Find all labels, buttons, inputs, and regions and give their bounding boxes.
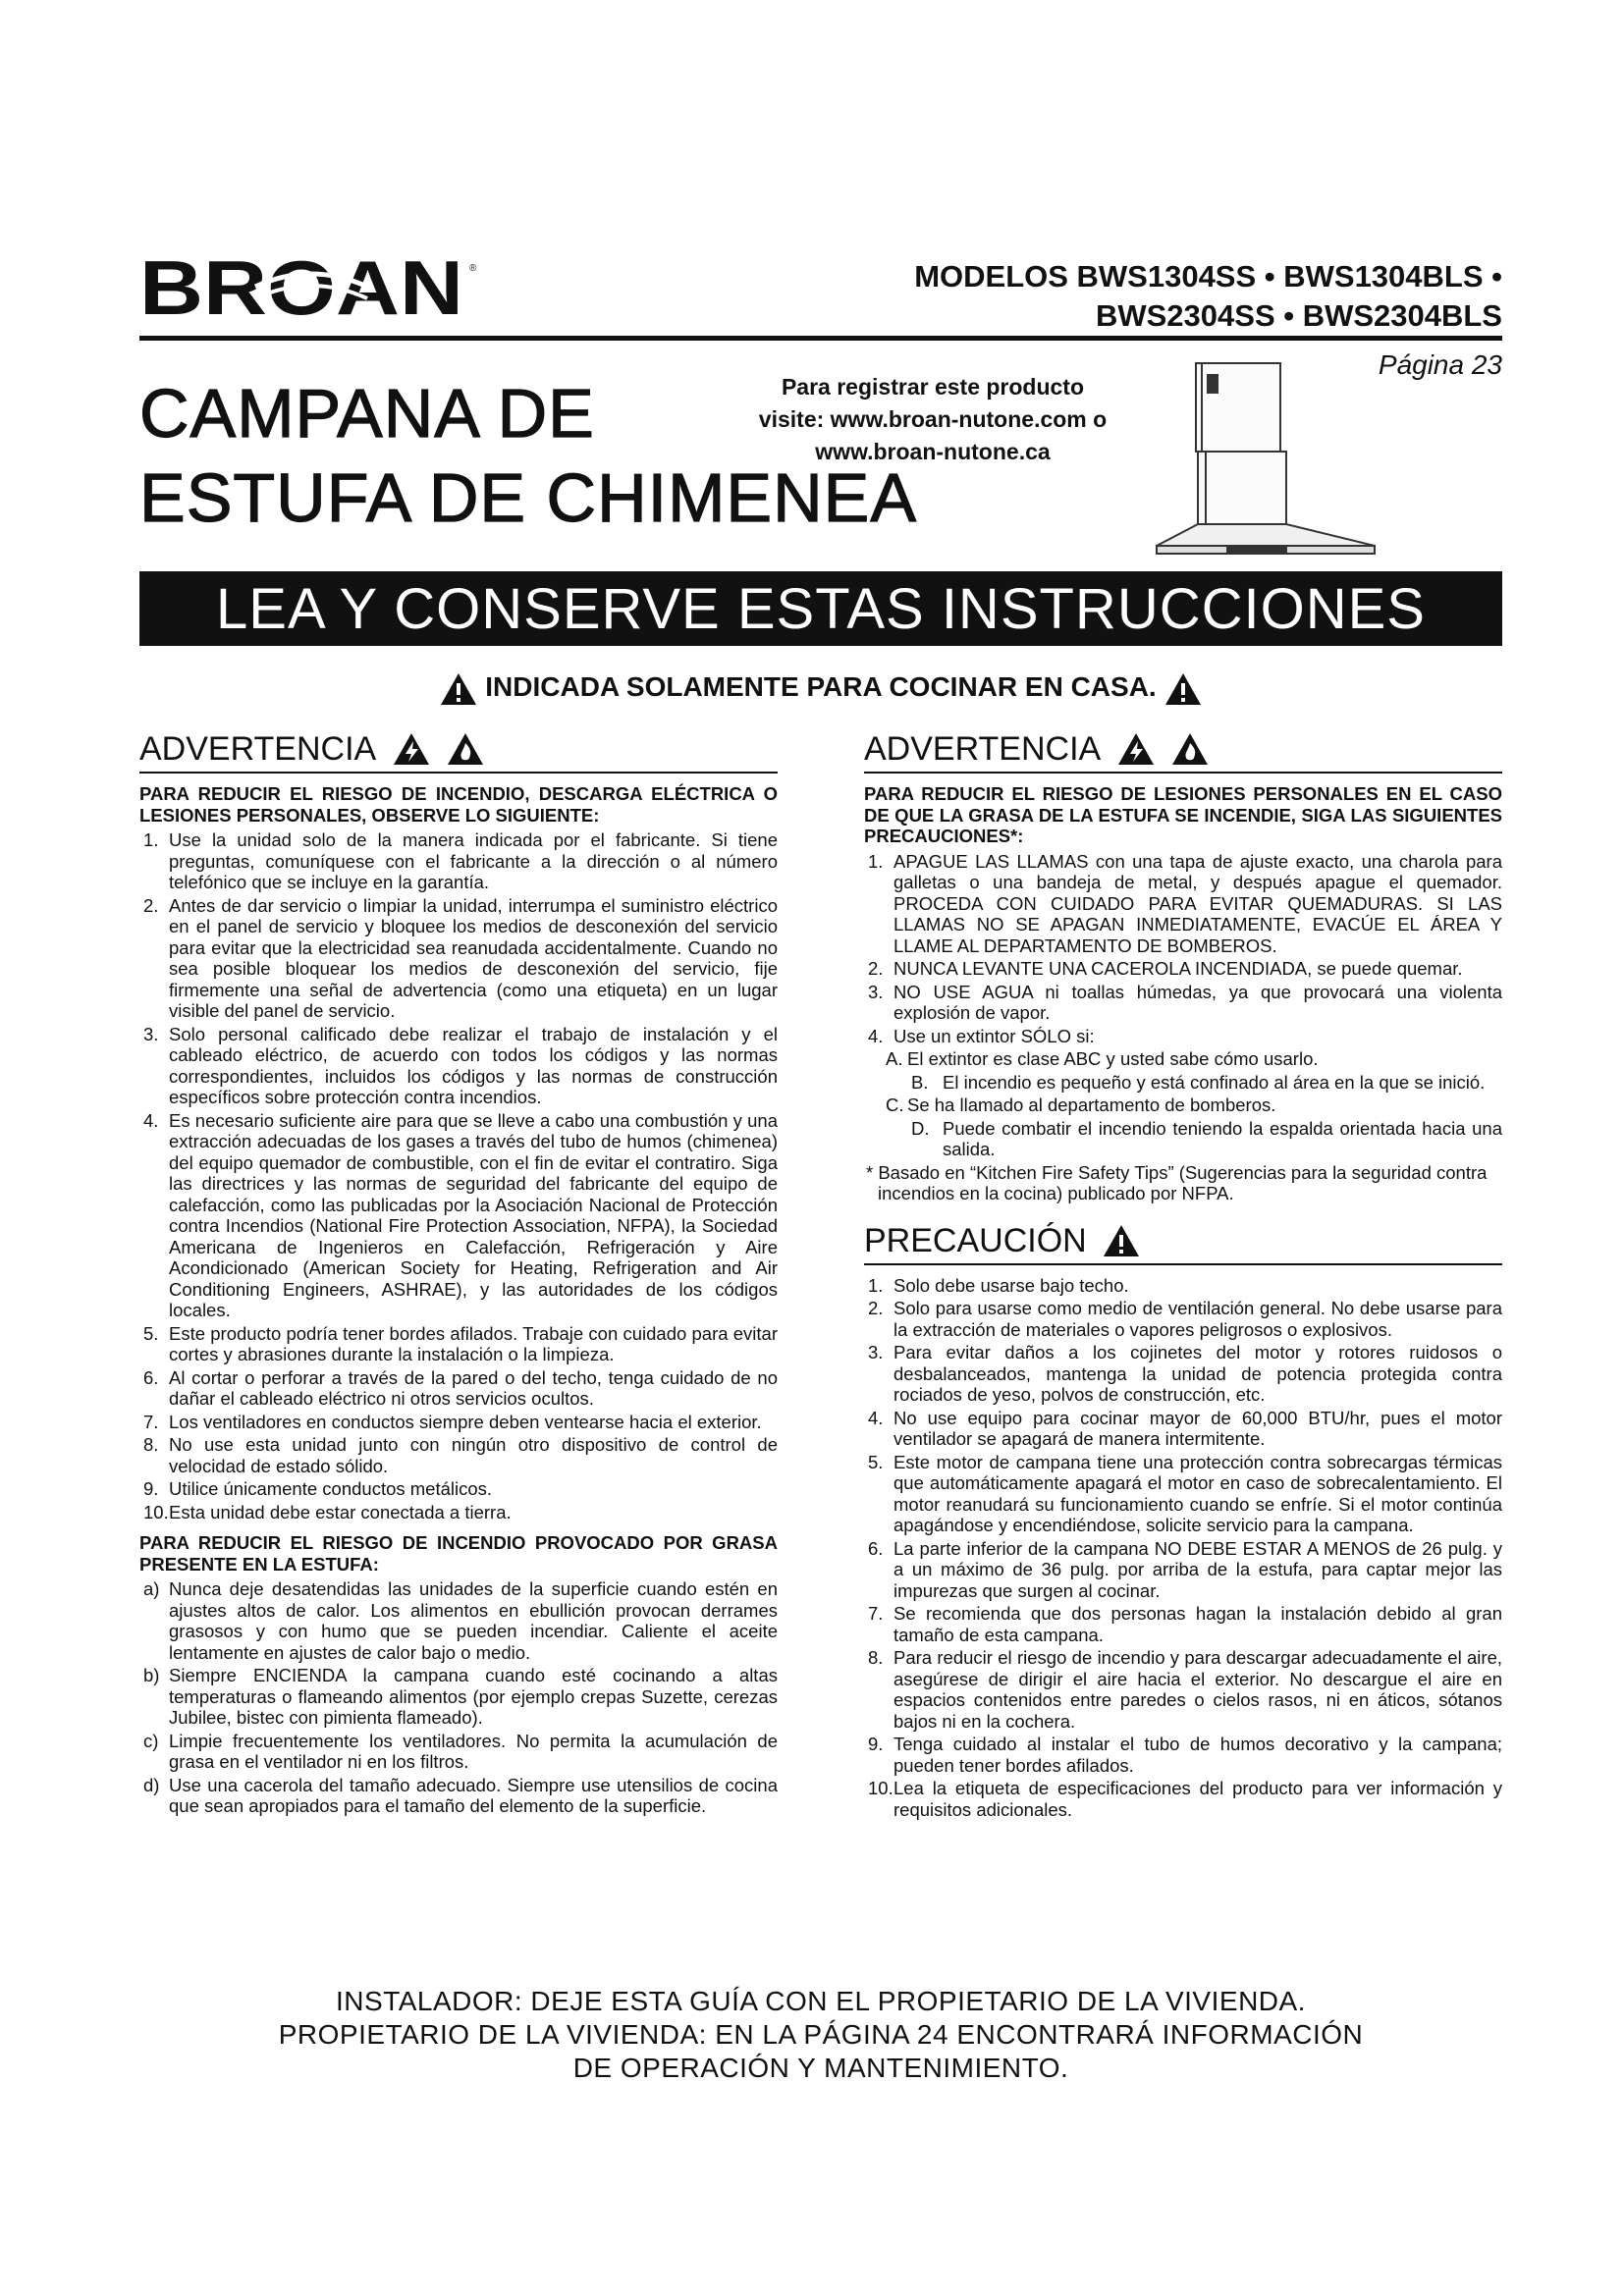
caution-item-7 — [864, 1603, 1502, 1645]
warning-lead-2: PARA REDUCIR EL RIESGO DE INCENDIO PROVOCADO POR GRASA PRESENTE EN LA ESTUFA: — [139, 1532, 778, 1575]
item-number: 7. — [868, 1603, 884, 1625]
caution-item-1 — [864, 1275, 1502, 1297]
item-text: Esta unidad debe estar conectada a tierra. — [169, 1501, 512, 1522]
item-text: Use la unidad solo de la manera indicada por el fabricante. Si tiene preguntas, comuníquese con el fabricante a la dirección o al número telefónico que se incluye en la garantía. — [169, 829, 778, 893]
item-text: El extintor es clase ABC y usted sabe cómo usarlo. — [907, 1048, 1319, 1070]
item-number: 10. — [143, 1501, 169, 1522]
item-text: APAGUE LAS LLAMAS con una tapa de ajuste exacto, una charola para galletas o una bandeja de metal, y después apague el quemador. PROCEDA CON CUIDADO PARA EVITAR QUEMADURAS. SI LAS LLAMAS NO SE APAGAN INMEDIATAMENTE, EVACÚE EL ÁREA Y LLAME AL DEPARTAMENTO DE BOMBEROS. — [893, 850, 1502, 956]
item-number: 4. — [868, 1025, 884, 1046]
grease-item-1 — [139, 1578, 778, 1663]
item-number: 7. — [143, 1411, 159, 1432]
installer-line-1: INSTALADOR: DEJE ESTA GUÍA CON EL PROPIETARIO DE LA VIVIENDA. — [336, 1986, 1306, 2016]
item-number: 1. — [868, 1274, 884, 1296]
item-text: Nunca deje desatendidas las unidades de la superficie cuando estén en ajustes altos de calor. Los alimentos en ebullición provocan derrames grasosos y con humo que se pueden incendiar. Caliente el aceite lentamente en ajustes de calor bajo o medio. — [169, 1578, 778, 1663]
item-text: NUNCA LEVANTE UNA CACEROLA INCENDIADA, se puede quemar. — [893, 958, 1463, 980]
electric-hazard-icon — [1116, 731, 1156, 767]
warning-heading-right — [864, 726, 1502, 774]
item-text: Este motor de campana tiene una protección contra sobrecargas térmicas que automáticamente apagará el motor en caso de sobrecalentamiento. El motor reanudará su funcionamiento cuando se enfríe. Si el motor continúa apagándose y encendiéndose, solicite servicio para la campana. — [893, 1451, 1502, 1536]
item-number: a) — [143, 1578, 160, 1600]
broan-logo — [139, 253, 483, 322]
caution-item-3 — [864, 1342, 1502, 1406]
item-text: Es necesario suficiente aire para que se lleve a cabo una combustión y una extracción adecuadas de los gases a través del tubo de humos (chimenea) del equipo quemador de combustible, con el fin de evitar el contratiro. Siga las directrices y las normas de seguridad del fabricante del equipo de calefacción, como las publicadas por la Asociación Nacional de Protección contra Incendios (National Fire Protection Association, NFPA), la Sociedad Americana de Ingenieros en Calefacción, Refrigeración y Aire Acondicionado (American Society for Heating, Refrigeration and Air Conditioning Engineers, ASHRAE), y las autoridades de los códigos locales. — [169, 1109, 778, 1321]
item-number: 5. — [143, 1322, 159, 1344]
item-text: Tenga cuidado al instalar el tubo de humos decorativo y la campana; pueden tener bordes afilados. — [893, 1734, 1502, 1776]
warning-heading-text: ADVERTENCIA — [864, 730, 1102, 769]
item-text: Para reducir el riesgo de incendio y para descargar adecuadamente el aire, asegúrese de dirigir el aire hacia el exterior. No descargue el aire en espacios contenidos entre paredes o cielos rasos, ni en áticos, sótanos bajos ni en la cochera. — [893, 1647, 1502, 1732]
read-and-save-banner: LEA Y CONSERVE ESTAS INSTRUCCIONES — [139, 571, 1502, 646]
brand-text: BROAN — [139, 253, 463, 322]
extinguisher-condition-1 — [864, 1048, 1502, 1070]
svg-text:®: ® — [469, 263, 477, 274]
warning-item-2 — [139, 895, 778, 1022]
caution-list — [864, 1275, 1502, 1821]
caution-item-8 — [864, 1647, 1502, 1732]
item-number: 9. — [868, 1734, 884, 1755]
item-text: Antes de dar servicio o limpiar la unidad, interrumpa el suministro eléctrico en el panel de servicio y bloquee los medios de desconexión del servicio para evitar que la electricidad sea reanudada accidentalmente. Cuando no sea posible bloquear los medios de desconexión del servicio, fije firmemente una señal de advertencia (como una etiqueta) en un lugar visible del panel de servicio. — [169, 894, 778, 1022]
extinguisher-condition-4 — [864, 1118, 1502, 1160]
item-number: 8. — [868, 1647, 884, 1669]
item-number: 3. — [868, 1342, 884, 1363]
nfpa-footnote: * Basado en “Kitchen Fire Safety Tips” (Sugerencias para la seguridad contra incendios en la cocina) publicado por NFPA. — [866, 1161, 1488, 1204]
installer-line-3: DE OPERACIÓN Y MANTENIMIENTO. — [572, 2053, 1069, 2083]
item-text: Al cortar o perforar a través de la pared o del techo, tenga cuidado de no dañar el cableado eléctrico ni otros servicios ocultos. — [169, 1366, 778, 1410]
warning-list-1 — [139, 829, 778, 1522]
item-text: El incendio es pequeño y está confinado al área en la que se inició. — [943, 1071, 1486, 1093]
item-number: d) — [143, 1774, 160, 1795]
warning-item-1 — [139, 829, 778, 893]
item-text: La parte inferior de la campana NO DEBE ESTAR A MENOS de 26 pulg. y a un máximo de 36 pulg. por arriba de la estufa, para captar mejor las impurezas que surgen al cocinar. — [893, 1537, 1502, 1601]
warning-item-6 — [139, 1367, 778, 1410]
installer-line-2: PROPIETARIO DE LA VIVIENDA: EN LA PÁGINA 24 ENCONTRARÁ INFORMACIÓN — [278, 2019, 1364, 2050]
extinguisher-condition-2 — [864, 1072, 1502, 1094]
caution-item-10 — [864, 1778, 1502, 1820]
warning-lead-1: PARA REDUCIR EL RIESGO DE INCENDIO, DESCARGA ELÉCTRICA O LESIONES PERSONALES, OBSERVE LO SIGUIENTE: — [139, 783, 778, 826]
grease-item-3 — [139, 1731, 778, 1773]
item-text: Solo personal calificado debe realizar el trabajo de instalación y el cableado eléctrico, de acuerdo con todos los códigos y las normas correspondientes, incluidos los códigos y las normas de construcción específicos sobre protección contra incendios. — [169, 1023, 778, 1108]
left-column — [139, 726, 778, 1819]
warning-item-4 — [139, 1110, 778, 1321]
electric-hazard-icon — [392, 731, 431, 767]
warning-triangle-icon — [439, 671, 478, 707]
range-hood-illustration — [1149, 353, 1404, 561]
registration-info — [727, 371, 1139, 468]
item-number: b) — [143, 1665, 160, 1686]
warning-triangle-icon — [1102, 1223, 1141, 1258]
item-number: C. — [886, 1095, 904, 1116]
fire-hazard-icon — [446, 731, 485, 767]
caution-item-5 — [864, 1452, 1502, 1536]
caution-item-9 — [864, 1734, 1502, 1776]
item-number: B. — [911, 1071, 929, 1093]
model-numbers — [795, 257, 1502, 336]
item-number: 1. — [143, 829, 159, 851]
item-text: No use esta unidad junto con ningún otro dispositivo de control de velocidad de estado sólido. — [169, 1434, 778, 1476]
warning-triangle-icon — [1164, 671, 1203, 707]
right-column — [864, 726, 1502, 1822]
item-number: 2. — [143, 894, 159, 916]
register-line-3: www.broan-nutone.ca — [815, 439, 1051, 464]
warning-item-7 — [139, 1412, 778, 1433]
item-text: Siempre ENCIENDA la campana cuando esté cocinando a altas temperaturas o flameando alimentos (por ejemplo crepas Suzette, cerezas Jubilee, bistec con pimienta flameado). — [169, 1665, 778, 1729]
fire-hazard-icon — [1170, 731, 1210, 767]
item-number: A. — [886, 1048, 903, 1070]
grease-item-2 — [139, 1665, 778, 1729]
warning-item-9 — [139, 1478, 778, 1500]
item-text: Solo para usarse como medio de ventilación general. No debe usarse para la extracción de materiales o vapores peligrosos o explosivos. — [893, 1298, 1502, 1340]
item-text: Solo debe usarse bajo techo. — [893, 1274, 1129, 1296]
warning-item-5 — [139, 1323, 778, 1365]
models-line-2: BWS2304SS • BWS2304BLS — [1095, 298, 1502, 333]
item-text: Use un extintor SÓLO si: — [893, 1025, 1095, 1046]
extinguisher-conditions-list — [864, 1048, 1502, 1160]
item-text: Para evitar daños a los cojinetes del motor y rotores ruidosos o desbalanceados, mantenga la unidad de potencia protegida contra rociados de yeso, polvos de construcción, etc. — [893, 1342, 1502, 1406]
home-use-notice — [139, 667, 1502, 707]
item-number: 9. — [143, 1478, 159, 1500]
warning-item-10 — [139, 1502, 778, 1523]
warning-lead-right: PARA REDUCIR EL RIESGO DE LESIONES PERSONALES EN EL CASO DE QUE LA GRASA DE LA ESTUFA SE INCENDIE, SIGA LAS SIGUIENTES PRECAUCIONES*: — [864, 783, 1502, 847]
item-text: No use equipo para cocinar mayor de 60,000 BTU/hr, pues el motor ventilador se apagará de manera intermitente. — [893, 1407, 1502, 1450]
fire-step-4 — [864, 1026, 1502, 1047]
item-number: 4. — [868, 1407, 884, 1428]
item-text: NO USE AGUA ni toallas húmedas, ya que provocará una violenta explosión de vapor. — [893, 981, 1502, 1024]
item-number: 3. — [868, 981, 884, 1002]
item-number: 3. — [143, 1023, 159, 1044]
title-line-1: CAMPANA DE — [139, 375, 595, 452]
warning-heading-text: ADVERTENCIA — [139, 730, 377, 769]
item-number: 6. — [143, 1366, 159, 1388]
item-number: c) — [143, 1730, 159, 1751]
item-text: Lea la etiqueta de especificaciones del producto para ver información y requisitos adicionales. — [893, 1778, 1502, 1820]
item-text: Se recomienda que dos personas hagan la instalación debido al gran tamaño de esta campana. — [893, 1603, 1502, 1645]
installer-notice — [139, 1985, 1502, 2085]
caution-item-2 — [864, 1298, 1502, 1340]
grease-fire-list — [139, 1578, 778, 1817]
caution-item-6 — [864, 1538, 1502, 1602]
item-text: Los ventiladores en conductos siempre deben ventearse hacia el exterior. — [169, 1411, 762, 1432]
models-line-1: MODELOS BWS1304SS • BWS1304BLS • — [914, 259, 1502, 294]
warning-heading-left — [139, 726, 778, 774]
item-text: Puede combatir el incendio teniendo la espalda orientada hacia una salida. — [943, 1117, 1502, 1160]
item-number: 6. — [868, 1537, 884, 1559]
extinguisher-condition-3 — [864, 1095, 1502, 1116]
item-number: D. — [911, 1117, 930, 1139]
item-number: 2. — [868, 1298, 884, 1319]
item-text: Este producto podría tener bordes afilados. Trabaje con cuidado para evitar cortes y abrasiones durante la instalación o la limpieza. — [169, 1322, 778, 1365]
item-number: 2. — [868, 958, 884, 980]
fire-step-2 — [864, 958, 1502, 980]
item-number: 4. — [143, 1109, 159, 1131]
caution-heading-text: PRECAUCIÓN — [864, 1221, 1087, 1259]
item-number: 5. — [868, 1451, 884, 1472]
title-line-2: ESTUFA DE CHIMENEA — [139, 459, 918, 536]
item-number: 1. — [868, 850, 884, 872]
page-number: Página 23 — [1378, 349, 1502, 380]
warning-item-3 — [139, 1024, 778, 1108]
caution-item-4 — [864, 1408, 1502, 1450]
fire-precaution-list — [864, 851, 1502, 1047]
item-text: Use una cacerola del tamaño adecuado. Siempre use utensilios de cocina que sean apropiados para el tamaño del elemento de la superficie. — [169, 1774, 778, 1817]
item-number: 8. — [143, 1434, 159, 1456]
item-text: Utilice únicamente conductos metálicos. — [169, 1478, 493, 1500]
fire-step-3 — [864, 982, 1502, 1024]
register-line-1: Para registrar este producto — [781, 374, 1085, 400]
home-use-text: INDICADA SOLAMENTE PARA COCINAR EN CASA. — [485, 671, 1157, 702]
register-line-2: visite: www.broan-nutone.com o — [758, 406, 1108, 432]
fire-step-1 — [864, 851, 1502, 957]
item-text: Se ha llamado al departamento de bomberos. — [907, 1095, 1276, 1116]
grease-item-4 — [139, 1775, 778, 1817]
warning-item-8 — [139, 1434, 778, 1476]
caution-heading — [864, 1218, 1502, 1265]
header-rule — [139, 336, 1502, 341]
item-text: Limpie frecuentemente los ventiladores. No permita la acumulación de grasa en el ventilador ni en los filtros. — [169, 1730, 778, 1773]
item-number: 10. — [868, 1778, 893, 1799]
